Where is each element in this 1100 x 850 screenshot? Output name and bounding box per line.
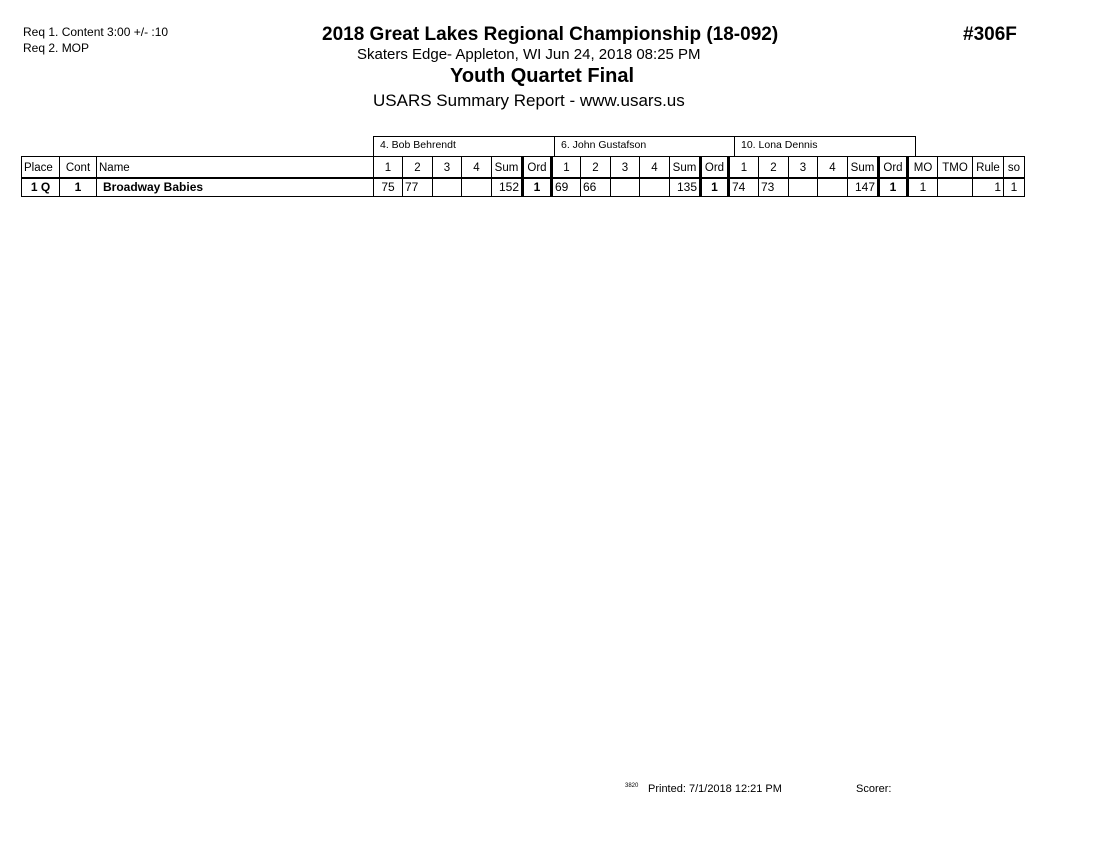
col-j3-s2: 2 <box>759 157 789 178</box>
cell-j3-s3 <box>789 178 818 197</box>
cell-j1-s1: 75 <box>374 178 403 197</box>
col-j3-s3: 3 <box>789 157 818 178</box>
cell-j2-s3 <box>611 178 640 197</box>
cell-j1-ord: 1 <box>523 178 552 197</box>
requirement-1: Req 1. Content 3:00 +/- :10 <box>23 25 169 39</box>
judge-2-name: 6. John Gustafson <box>561 139 647 151</box>
cell-j1-s2: 77 <box>403 178 433 197</box>
cell-mo: 1 <box>908 178 938 197</box>
col-place: Place <box>22 157 60 178</box>
cell-j3-s4 <box>818 178 848 197</box>
event-name: Youth Quartet Final <box>450 65 635 87</box>
col-j3-ord: Ord <box>879 157 908 178</box>
cell-j3-ord: 1 <box>879 178 908 197</box>
col-name: Name <box>97 157 374 178</box>
col-j3-sum: Sum <box>848 157 879 178</box>
col-j1-s3: 3 <box>433 157 462 178</box>
cell-place: 1 Q <box>22 178 60 197</box>
col-j3-s4: 4 <box>818 157 848 178</box>
judge-3-header <box>734 136 916 156</box>
column-header-row <box>22 157 1025 178</box>
col-j2-sum: Sum <box>670 157 701 178</box>
report-title: USARS Summary Report - www.usars.us <box>373 91 685 110</box>
competition-title: 2018 Great Lakes Regional Championship (18-092) <box>322 24 779 45</box>
col-j3-s1: 1 <box>729 157 759 178</box>
cell-name: Broadway Babies <box>97 178 374 197</box>
cell-j2-s4 <box>640 178 670 197</box>
event-number: #306F <box>963 24 1017 45</box>
col-j2-s4: 4 <box>640 157 670 178</box>
cell-j1-sum: 152 <box>492 178 523 197</box>
cell-j3-s2: 73 <box>759 178 789 197</box>
cell-j1-s4 <box>462 178 492 197</box>
cell-j2-s1: 69 <box>552 178 581 197</box>
cell-j1-s3 <box>433 178 462 197</box>
col-j1-ord: Ord <box>523 157 552 178</box>
col-j1-s2: 2 <box>403 157 433 178</box>
col-j2-ord: Ord <box>701 157 729 178</box>
col-rule: Rule <box>973 157 1004 178</box>
col-j1-sum: Sum <box>492 157 523 178</box>
cell-j2-s2: 66 <box>581 178 611 197</box>
cell-j2-sum: 135 <box>670 178 701 197</box>
venue-date: Skaters Edge- Appleton, WI Jun 24, 2018 08:25 PM <box>357 46 701 63</box>
judge-1-name: 4. Bob Behrendt <box>380 139 456 151</box>
col-j2-s2: 2 <box>581 157 611 178</box>
footer-code: 3820 <box>625 783 639 789</box>
cell-so: 1 <box>1004 178 1025 197</box>
col-cont: Cont <box>60 157 97 178</box>
requirement-2: Req 2. MOP <box>23 41 90 55</box>
printed-timestamp: Printed: 7/1/2018 12:21 PM <box>648 783 782 795</box>
cell-rule: 1 <box>973 178 1004 197</box>
col-j2-s3: 3 <box>611 157 640 178</box>
col-j1-s4: 4 <box>462 157 492 178</box>
cell-j3-sum: 147 <box>848 178 879 197</box>
scorer-label: Scorer: <box>856 783 892 795</box>
col-tmo: TMO <box>938 157 973 178</box>
col-mo: MO <box>908 157 938 178</box>
cell-cont: 1 <box>60 178 97 197</box>
col-j2-s1: 1 <box>552 157 581 178</box>
judge-3-name: 10. Lona Dennis <box>741 139 818 151</box>
cell-j3-s1: 74 <box>729 178 759 197</box>
judge-1-header <box>373 136 555 156</box>
col-j1-s1: 1 <box>374 157 403 178</box>
cell-tmo <box>938 178 973 197</box>
judge-2-header <box>554 136 735 156</box>
table-row <box>22 178 1025 197</box>
col-so: so <box>1004 157 1025 178</box>
results-table <box>21 156 1025 197</box>
cell-j2-ord: 1 <box>701 178 729 197</box>
